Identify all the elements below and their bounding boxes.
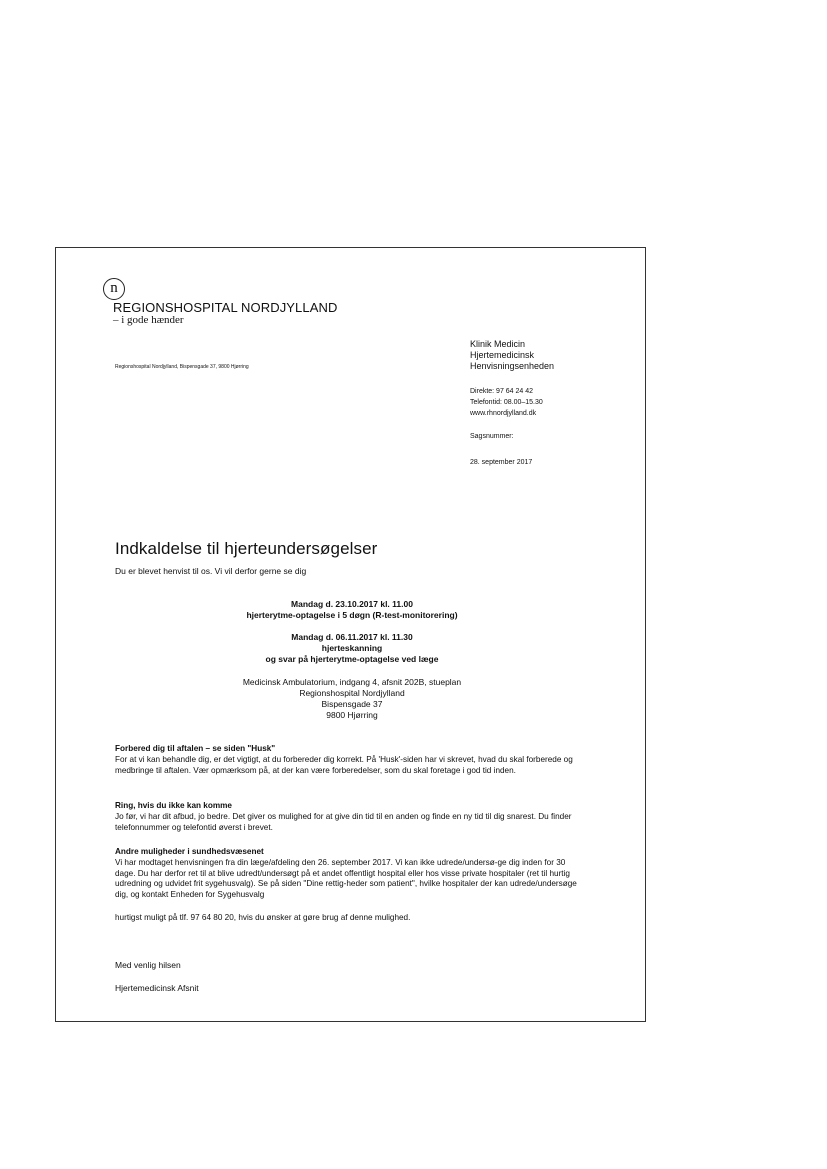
- hospital-name: REGIONSHOSPITAL NORDJYLLAND: [113, 300, 338, 315]
- sender-address: Regionshospital Nordjylland, Bispensgade 37, 9800 Hjørring: [115, 364, 249, 370]
- appointment2-time: Mandag d. 06.11.2017 kl. 11.30: [291, 632, 413, 642]
- hospital-tagline: – i gode hænder: [113, 314, 184, 326]
- location-line-2: Regionshospital Nordjylland: [299, 688, 405, 698]
- website-link[interactable]: www.rhnordjylland.dk: [470, 410, 537, 417]
- options-section: [115, 847, 577, 901]
- hospital-logo-icon: [103, 278, 125, 300]
- closing-greeting: Med venlig hilsen: [115, 960, 181, 970]
- location-line-1: Medicinsk Ambulatorium, indgang 4, afsnit 202B, stueplan: [242, 677, 462, 687]
- department-subunit: Henvisningsenheden: [470, 361, 555, 371]
- appointment2-description-2: og svar på hjerterytme-optagelse ved læge: [265, 654, 439, 664]
- closing-signature: Hjertemedicinsk Afsnit: [115, 983, 199, 993]
- department-name: Klinik Medicin: [470, 339, 526, 349]
- letter-intro: Du er blevet henvist til os. Vi vil derfor gerne se dig: [115, 566, 307, 576]
- logo-mark: n: [110, 280, 118, 296]
- letter-date: 28. september 2017: [470, 459, 533, 466]
- prepare-body: For at vi kan behandle dig, er det vigtigt, at du forbereder dig korrekt. På 'Husk'-siden har vi skrevet, hvad du skal forberede og medbringe til aftalen. Vær opmærksom på, at der kan være forberedelser, som du skal foretage i god tid inden.: [115, 754, 573, 775]
- phone-hours: Telefontid: 08.00–15.30: [470, 399, 543, 406]
- case-number: Sagsnummer:: [470, 433, 514, 440]
- call-body: Jo før, vi har dit afbud, jo bedre. Det giver os mulighed for at give din tid til en anden og finde en ny tid til dig snarest. Du finder telefonnummer og telefontid øverst i brevet.: [115, 811, 572, 832]
- prepare-heading: Forbered dig til aftalen – se siden "Husk": [115, 744, 276, 753]
- options-body: Vi har modtaget henvisningen fra din læge/afdeling den 26. september 2017. Vi kan ikke udrede/undersø-ge dig inden for 30 dage. Du har derfor ret til at blive udredt/undersøgt på et andet offentligt hospital eller hos visse private hospitaler (ret til hurtig udredning og udvidet frit sygehusvalg). Se på siden "Dine rettig-heder som patient", hvilke hospitaler der kan udrede/undersøge dig, og kontakt Enheden for Sygehusvalg: [115, 857, 577, 900]
- location-line-3: Bispensgade 37: [321, 699, 383, 709]
- call-section: [115, 801, 577, 833]
- prepare-section: [115, 744, 577, 776]
- options-heading: Andre muligheder i sundhedsvæsenet: [115, 847, 264, 856]
- appointment1-description: hjerterytme-optagelse i 5 døgn (R-test-monitorering): [246, 610, 458, 620]
- options-tail: hurtigst muligt på tlf. 97 64 80 20, hvis du ønsker at gøre brug af denne mulighed.: [115, 913, 411, 922]
- appointment1-time: Mandag d. 23.10.2017 kl. 11.00: [291, 599, 413, 609]
- letter-title: Indkaldelse til hjerteundersøgelser: [115, 539, 378, 558]
- department-unit: Hjertemedicinsk: [470, 350, 535, 360]
- appointment2-description: hjerteskanning: [321, 643, 383, 653]
- direct-phone: Direkte: 97 64 24 42: [470, 388, 534, 395]
- call-heading: Ring, hvis du ikke kan komme: [115, 801, 232, 810]
- location-line-4: 9800 Hjørring: [326, 710, 378, 720]
